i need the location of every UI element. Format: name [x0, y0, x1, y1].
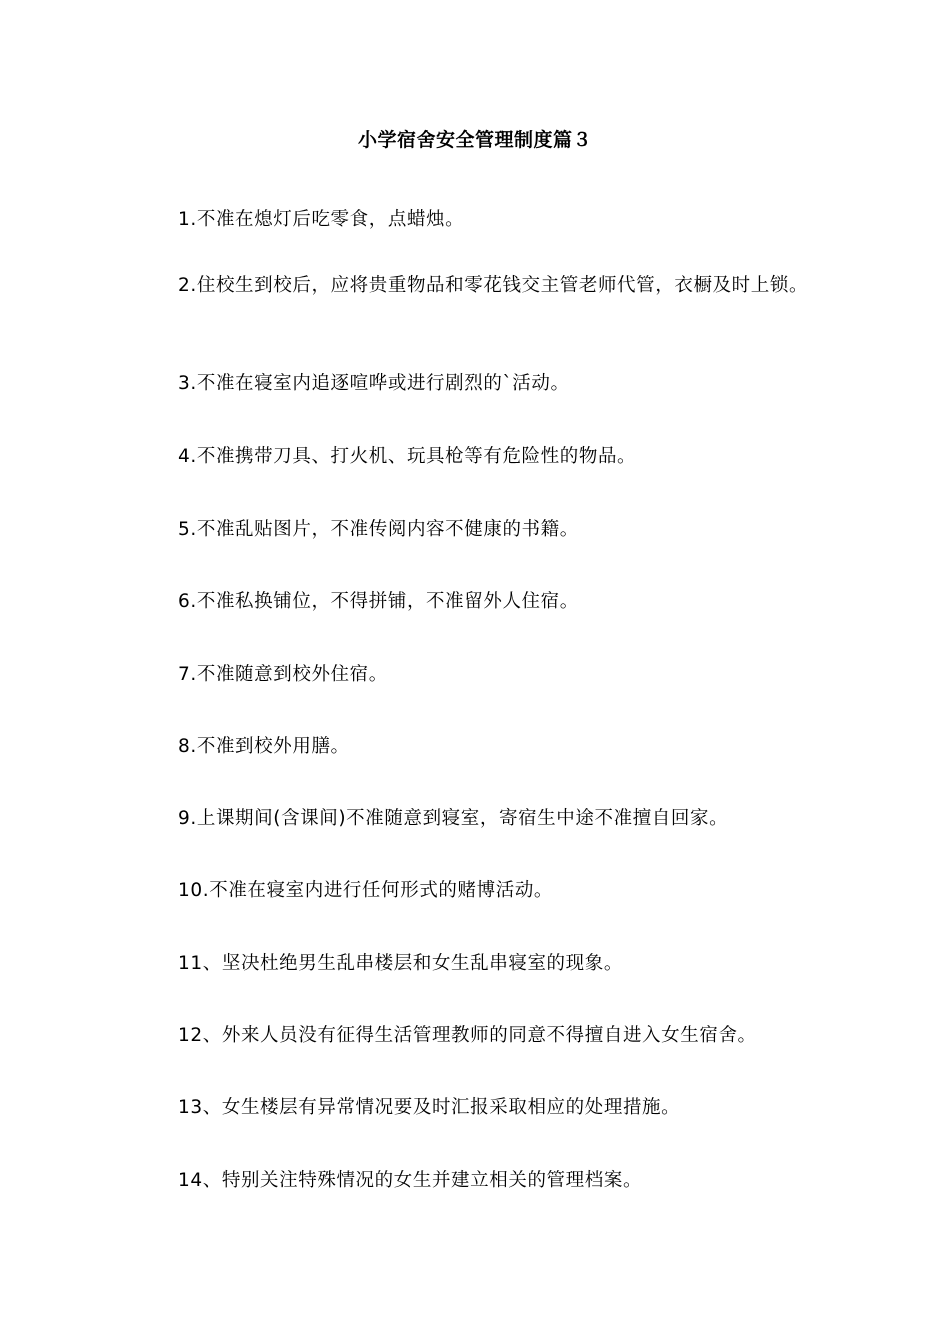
- rule-item: 10.不准在寝室内进行任何形式的赌博活动。: [178, 879, 554, 901]
- rule-item: 7.不准随意到校外住宿。: [178, 663, 388, 685]
- rule-item: 8.不准到校外用膳。: [178, 735, 350, 757]
- rule-item: 11、坚决杜绝男生乱串楼层和女生乱串寝室的现象。: [178, 952, 623, 974]
- rule-item: 2.住校生到校后，应将贵重物品和零花钱交主管老师代管，衣橱及时上锁。: [178, 274, 809, 296]
- document-title: 小学宿舍安全管理制度篇３: [357, 129, 592, 151]
- rule-item: 4.不准携带刀具、打火机、玩具枪等有危险性的物品。: [178, 445, 637, 467]
- rule-item: 1.不准在熄灯后吃零食，点蜡烛。: [178, 208, 465, 230]
- rule-item: 3.不准在寝室内追逐喧哗或进行剧烈的`活动。: [178, 372, 570, 394]
- rule-item: 13、女生楼层有异常情况要及时汇报采取相应的处理措施。: [178, 1096, 681, 1118]
- rule-item: 6.不准私换铺位，不得拼铺，不准留外人住宿。: [178, 590, 579, 612]
- rule-item: 12、外来人员没有征得生活管理教师的同意不得擅自进入女生宿舍。: [178, 1024, 757, 1046]
- rule-item: 14、特别关注特殊情况的女生并建立相关的管理档案。: [178, 1169, 643, 1191]
- rule-item: 5.不准乱贴图片，不准传阅内容不健康的书籍。: [178, 518, 579, 540]
- rule-item: 9.上课期间(含课间)不准随意到寝室，寄宿生中途不准擅自回家。: [178, 807, 729, 829]
